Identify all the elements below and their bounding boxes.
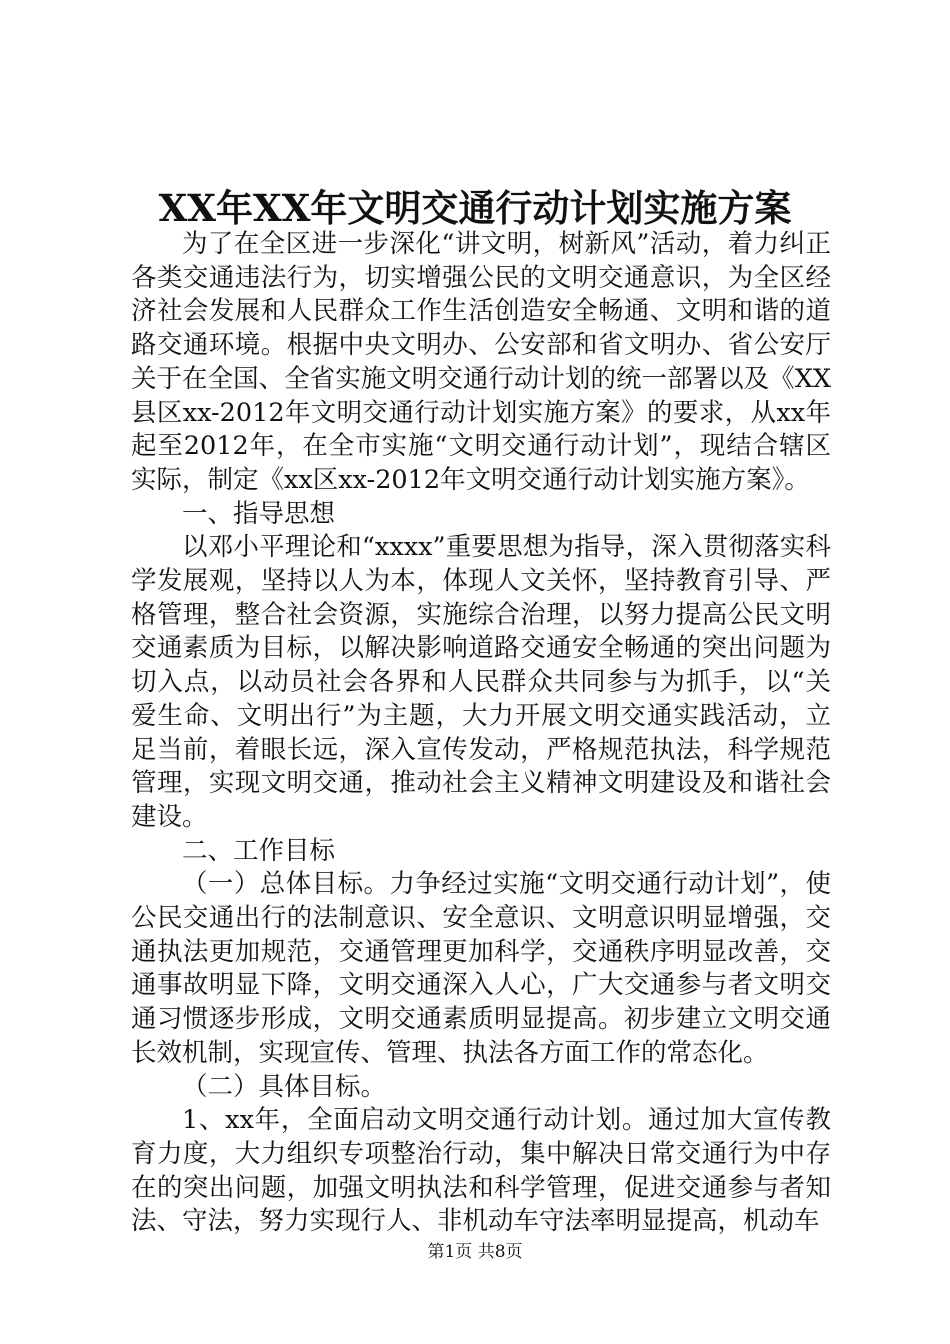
- paragraph-overall-goal: （一）总体目标。力争经过实施“文明交通行动计划”，使公民交通出行的法制意识、安全意识、文明意识明显增强，交通执法更加规范，交通管理更加科学，交通秩序明显改善，交通事故明显下降，文明交通深入人心，广大交通参与者文明交通习惯逐步形成，文明交通素质明显提高。初步建立文明交通长效机制，实现宣传、管理、执法各方面工作的常态化。: [131, 869, 831, 1068]
- paragraph-specific-goal-1: 1、xx年，全面启动文明交通行动计划。通过加大宣传教育力度，大力组织专项整治行动，集中解决日常交通行为中存在的突出问题，加强文明执法和科学管理，促进交通参与者知法、守法，努力实现行人、非机动车守法率明显提高，机动车: [131, 1105, 831, 1237]
- page-number-footer: 第1页 共8页: [427, 1242, 523, 1262]
- section-heading-work-goals: 二、工作目标: [182, 835, 336, 866]
- paragraph-guiding-ideology: 以邓小平理论和“xxxx”重要思想为指导，深入贯彻落实科学发展观，坚持以人为本，体现人文关怀，坚持教育引导、严格管理，整合社会资源，实施综合治理，以努力提高公民文明交通素质为目标，以解决影响道路交通安全畅通的突出问题为切入点，以动员社会各界和人民群众共同参与为抓手，以“关爱生命、文明出行”为主题，大力开展文明交通实践活动，立足当前，着眼长远，深入宣传发动，严格规范执法，科学规范管理，实现文明交通，推动社会主义精神文明建设及和谐社会建设。: [131, 532, 831, 832]
- subsection-heading-specific-goals: （二）具体目标。: [182, 1071, 387, 1102]
- paragraph-intro: 为了在全区进一步深化“讲文明，树新风”活动，着力纠正各类交通违法行为，切实增强公民的文明交通意识，为全区经济社会发展和人民群众工作生活创造安全畅通、文明和谐的道路交通环境。根据中央文明办、公安部和省文明办、省公安厅关于在全国、全省实施文明交通行动计划的统一部署以及《XX县区xx-2012年文明交通行动计划实施方案》的要求，从xx年起至2012年，在全市实施“文明交通行动计划”，现结合辖区实际，制定《xx区xx-2012年文明交通行动计划实施方案》。: [131, 229, 831, 495]
- section-heading-guiding-ideology: 一、指导思想: [182, 498, 336, 529]
- page-title: XX年XX年文明交通行动计划实施方案: [158, 186, 792, 230]
- document-body: [131, 228, 831, 1239]
